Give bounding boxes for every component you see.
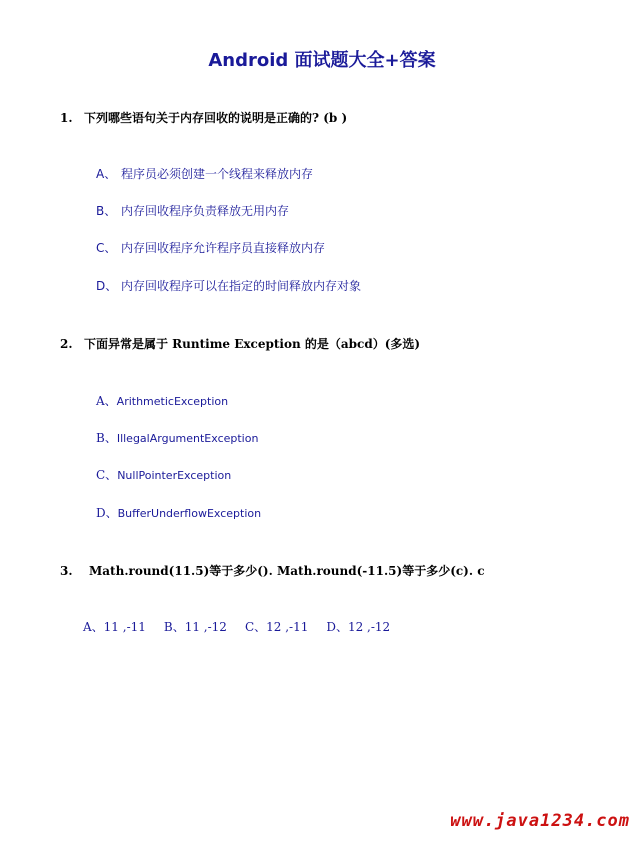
question-3-options: [83, 618, 408, 635]
question-2: [60, 335, 420, 352]
option-letter: D、: [96, 506, 118, 520]
option-3a: A、11 ,-11: [83, 620, 146, 634]
option-2c: [96, 466, 231, 483]
document-title: Android 面试题大全+答案: [208, 50, 436, 71]
question-1: [60, 109, 347, 126]
option-text: 程序员必须创建一个线程来释放内存: [121, 167, 314, 181]
option-letter: D、: [96, 279, 118, 293]
option-1b: [96, 202, 289, 219]
option-text: ArithmeticException: [116, 395, 229, 408]
option-letter: A、: [96, 394, 117, 408]
option-text: 内存回收程序允许程序员直接释放内存: [121, 241, 326, 255]
option-1c: [96, 239, 325, 256]
option-letter: B、: [96, 431, 117, 445]
question-number: 1.: [60, 111, 73, 125]
question-3: [60, 562, 485, 579]
option-3d: D、12 ,-12: [326, 620, 391, 634]
option-3b: B、11 ,-12: [163, 620, 227, 634]
watermark-url: www.java1234.com: [450, 811, 630, 831]
question-number: 3.: [60, 564, 73, 578]
option-letter: C、: [96, 468, 118, 482]
question-text: Math.round(11.5)等于多少(). Math.round(-11.5)等于多少(c). c: [89, 564, 485, 578]
option-3c: C、12 ,-11: [244, 620, 309, 634]
option-text: 内存回收程序负责释放无用内存: [121, 204, 290, 218]
option-text: IllegalArgumentException: [116, 432, 259, 445]
question-text: 下列哪些语句关于内存回收的说明是正确的? (b ): [84, 111, 348, 125]
question-number: 2.: [60, 337, 73, 351]
option-letter: A、: [96, 167, 117, 181]
option-2b: [96, 429, 258, 446]
option-2d: [96, 504, 261, 521]
option-letter: B、: [96, 204, 117, 218]
option-1a: [96, 165, 313, 182]
option-text: NullPointerException: [117, 469, 232, 482]
option-2a: [96, 392, 228, 409]
option-1d: [96, 277, 361, 294]
option-text: BufferUnderflowException: [117, 507, 262, 520]
option-text: 内存回收程序可以在指定的时间释放内存对象: [121, 279, 362, 293]
option-letter: C、: [96, 241, 117, 255]
question-text: 下面异常是属于 Runtime Exception 的是（abcd）(多选): [84, 337, 421, 351]
